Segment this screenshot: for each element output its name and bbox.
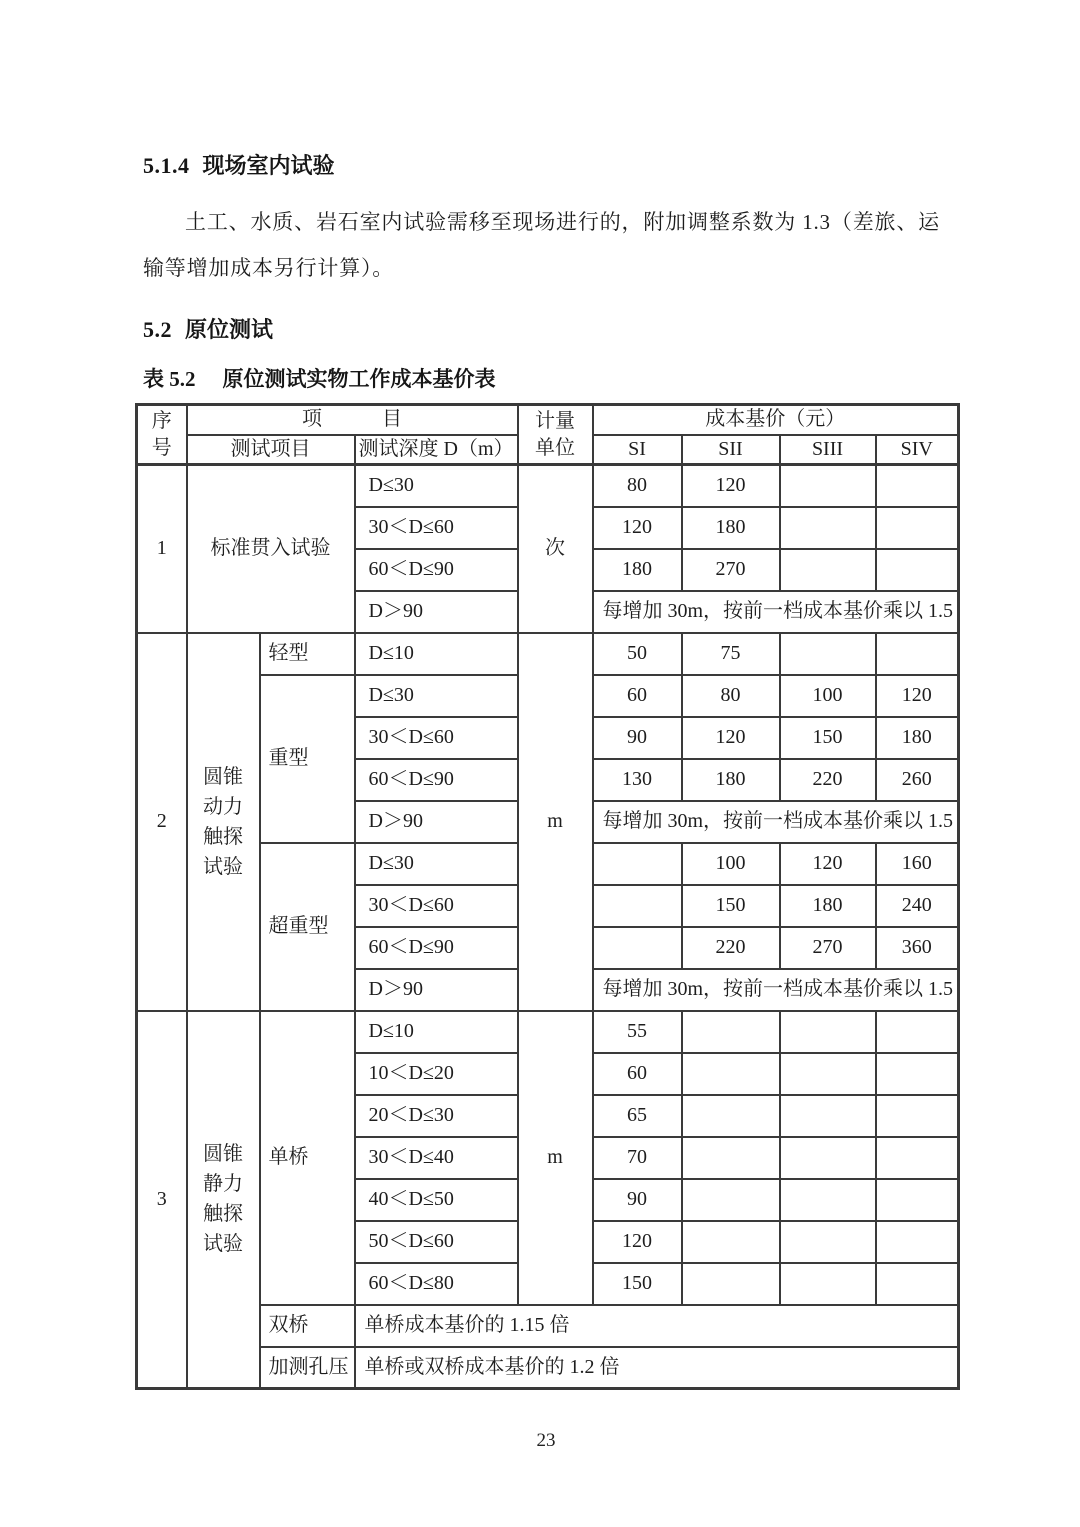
price-cell: 180	[876, 717, 959, 759]
type-label-cell: 加测孔压	[260, 1347, 355, 1389]
body-paragraph: 土工、水质、岩石室内试验需移至现场进行的，附加调整系数为 1.3（差旅、运输等增加成本另行计算）。	[143, 210, 940, 280]
price-cell: 90	[593, 1179, 682, 1221]
type-label-cell: 双桥	[260, 1305, 355, 1347]
price-cell: 270	[682, 549, 780, 591]
unit-cell: m	[518, 1011, 593, 1305]
price-cell: 180	[682, 507, 780, 549]
depth-cell: D≤30	[355, 465, 518, 507]
depth-cell: 60＜D≤90	[355, 759, 518, 801]
price-cell	[876, 1053, 959, 1095]
section-title: 现场室内试验	[202, 153, 335, 178]
price-cell: 180	[593, 549, 682, 591]
price-cell	[780, 1137, 876, 1179]
section-heading-514	[143, 0, 957, 179]
page-number: 23	[536, 1430, 556, 1451]
depth-cell: 40＜D≤50	[355, 1179, 518, 1221]
price-cell: 100	[682, 843, 780, 885]
section-number: 5.2	[143, 317, 172, 342]
price-cell: 120	[682, 465, 780, 507]
depth-cell: 60＜D≤80	[355, 1263, 518, 1305]
price-cell	[593, 927, 682, 969]
price-cell	[682, 1263, 780, 1305]
price-cell: 80	[593, 465, 682, 507]
price-cell: 150	[593, 1263, 682, 1305]
price-cell: 240	[876, 885, 959, 927]
test-item-cell: 圆锥静力触探试验	[187, 1011, 260, 1389]
header-grade-siii: SIII	[780, 435, 876, 465]
note-cell: 单桥或双桥成本基价的 1.2 倍	[355, 1347, 959, 1389]
price-cell	[876, 1095, 959, 1137]
depth-cell: D≤10	[355, 633, 518, 675]
price-cell: 270	[780, 927, 876, 969]
price-cell	[682, 1179, 780, 1221]
depth-cell: D≤30	[355, 843, 518, 885]
price-cell	[682, 1011, 780, 1053]
price-cell	[593, 885, 682, 927]
header-test-depth: 测试深度 D（m）	[355, 435, 518, 465]
price-cell	[876, 1137, 959, 1179]
depth-cell: 60＜D≤90	[355, 549, 518, 591]
depth-cell: D＞90	[355, 801, 518, 843]
price-cell	[876, 465, 959, 507]
price-cell	[780, 1053, 876, 1095]
depth-cell: 60＜D≤90	[355, 927, 518, 969]
price-cell: 120	[593, 507, 682, 549]
price-cell	[876, 1263, 959, 1305]
price-cell	[780, 549, 876, 591]
table-caption	[143, 367, 957, 392]
price-cell	[780, 633, 876, 675]
table-caption-number: 表 5.2	[143, 367, 196, 391]
unit-cell: m	[518, 633, 593, 1011]
seq-cell: 1	[137, 465, 187, 633]
price-cell: 120	[682, 717, 780, 759]
price-cell: 80	[682, 675, 780, 717]
depth-cell: 30＜D≤60	[355, 717, 518, 759]
type-label-cell: 单桥	[260, 1011, 355, 1305]
depth-cell: 30＜D≤60	[355, 885, 518, 927]
header-seq: 序号	[137, 405, 187, 465]
price-cell: 360	[876, 927, 959, 969]
price-cell	[780, 1221, 876, 1263]
price-cell: 150	[682, 885, 780, 927]
price-cell	[780, 1095, 876, 1137]
price-cell	[876, 1179, 959, 1221]
price-cell: 55	[593, 1011, 682, 1053]
depth-cell: D≤30	[355, 675, 518, 717]
depth-cell: 50＜D≤60	[355, 1221, 518, 1263]
price-cell	[682, 1053, 780, 1095]
price-cell	[682, 1221, 780, 1263]
price-cell: 120	[780, 843, 876, 885]
price-cell	[780, 507, 876, 549]
price-cell: 160	[876, 843, 959, 885]
price-cell: 100	[780, 675, 876, 717]
type-label-cell: 超重型	[260, 843, 355, 1011]
test-item-cell: 标准贯入试验	[187, 465, 355, 633]
unit-cell: 次	[518, 465, 593, 633]
note-cell: 每增加 30m，按前一档成本基价乘以 1.5	[593, 969, 959, 1011]
test-item-cell: 圆锥动力触探试验	[187, 633, 260, 1011]
price-cell: 60	[593, 675, 682, 717]
price-cell	[876, 1221, 959, 1263]
price-cell: 90	[593, 717, 682, 759]
price-cell	[682, 1095, 780, 1137]
price-cell: 60	[593, 1053, 682, 1095]
price-cell: 180	[682, 759, 780, 801]
note-cell: 每增加 30m，按前一档成本基价乘以 1.5	[593, 591, 959, 633]
note-cell: 单桥成本基价的 1.15 倍	[355, 1305, 959, 1347]
depth-cell: 30＜D≤40	[355, 1137, 518, 1179]
price-cell: 220	[682, 927, 780, 969]
price-cell: 180	[780, 885, 876, 927]
price-cell	[876, 507, 959, 549]
price-cell	[780, 1263, 876, 1305]
cost-base-price-table	[135, 403, 960, 1390]
header-test-item: 测试项目	[187, 435, 355, 465]
price-cell	[593, 843, 682, 885]
header-grade-sii: SII	[682, 435, 780, 465]
price-cell: 120	[593, 1221, 682, 1263]
price-cell	[682, 1137, 780, 1179]
price-cell	[780, 465, 876, 507]
depth-cell: 20＜D≤30	[355, 1095, 518, 1137]
price-cell: 150	[780, 717, 876, 759]
header-unit: 计量单位	[518, 405, 593, 465]
depth-cell: D＞90	[355, 969, 518, 1011]
price-cell: 70	[593, 1137, 682, 1179]
depth-cell: 10＜D≤20	[355, 1053, 518, 1095]
section-heading-52	[143, 317, 957, 343]
price-cell: 220	[780, 759, 876, 801]
type-label-cell: 重型	[260, 675, 355, 843]
table-caption-title: 原位测试实物工作成本基价表	[222, 367, 496, 391]
header-cost: 成本基价（元）	[593, 405, 959, 435]
price-cell: 130	[593, 759, 682, 801]
price-cell	[876, 633, 959, 675]
price-cell: 65	[593, 1095, 682, 1137]
type-label-cell: 轻型	[260, 633, 355, 675]
depth-cell: D≤10	[355, 1011, 518, 1053]
price-cell	[876, 1011, 959, 1053]
price-cell	[876, 549, 959, 591]
price-cell: 75	[682, 633, 780, 675]
depth-cell: D＞90	[355, 591, 518, 633]
depth-cell: 30＜D≤60	[355, 507, 518, 549]
seq-cell: 2	[137, 633, 187, 1011]
note-cell: 每增加 30m，按前一档成本基价乘以 1.5	[593, 801, 959, 843]
header-grade-si: SI	[593, 435, 682, 465]
price-cell	[780, 1179, 876, 1221]
header-project: 项 目	[187, 405, 518, 435]
header-grade-siv: SIV	[876, 435, 959, 465]
section-number: 5.1.4	[143, 153, 190, 178]
price-cell: 50	[593, 633, 682, 675]
page-content	[135, 0, 957, 1452]
price-cell	[780, 1011, 876, 1053]
section-title: 原位测试	[185, 317, 274, 342]
seq-cell: 3	[137, 1011, 187, 1389]
price-cell: 120	[876, 675, 959, 717]
price-cell: 260	[876, 759, 959, 801]
